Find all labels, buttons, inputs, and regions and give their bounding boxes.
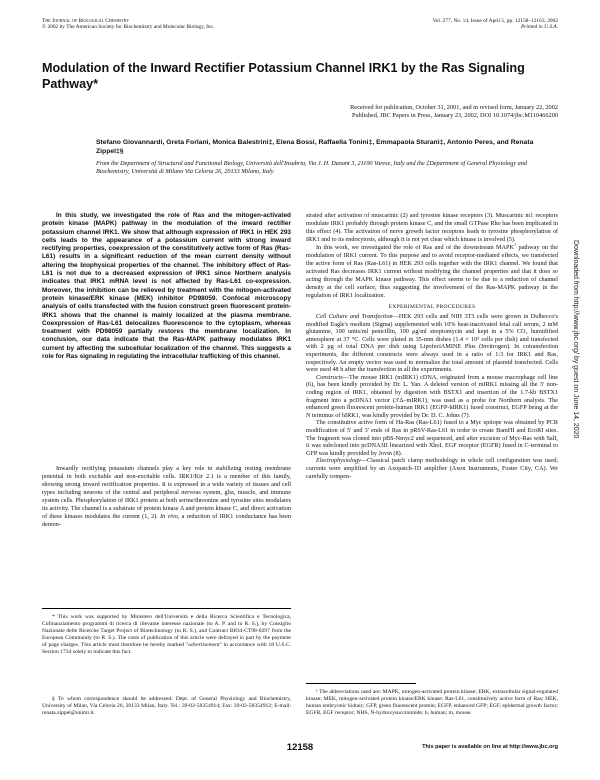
cell-culture-text: —HEK 293 cells and NIH 3T3 cells were grown in Dulbecco's modified Eagle's medium (Sigma) supplemented with 10% heat-inactivated fetal calf serum, 2 mM glutamine, 100 units/ml penicillin, 100 μg/ml streptomycin and kept in a 5% CO₂ humidified atmosphere at 37 °C. Cells were plated in 35-mm dishes (1.4 × 10⁵ cells per dish) and transfected with 2 μg of total DNA per dish using LipofectAMINE Plus (Invitrogen). In cotransfection experiments, the different constructs were always used in a ratio of 1:3 for IRK1 and Ras, respectively. An empty vector was used to normalize the total amount of plasmid transfected. Cells were used 48 h after the transfection in all the experiments. [306,313,558,374]
published-date: Published, JBC Papers in Press, January 23, 2002, DOI 10.1074/jbc.M110466200 [352,112,558,120]
footnote-abbreviations: ¹ The abbreviations used are: MAPK, mitogen-activated protein kinase; ERK, extracellular signal-regulated kinase; MEK, mitogen-activated protein kinase/ERK kinase; Ras-L61, constitutively active form of Ras; HEK, human embryonic kidney; GFP, green fluorescent protein; EGFP, enhanced GFP; EGF, epidermal growth factor; EGFR, EGF receptor; NHS, N-hydroxysuccinimide; h, human; m, mouse. [306,689,558,717]
affiliations: From the Department of Structural and Functional Biology, Università dell'Insubria, Via J. H. Dunant 3, 21100 Varese, Italy and the ‡Department of General Physiology and Biochemistry, Università di Milano Via Celoria 26, 20133 Milano, Italy [96,160,527,176]
author-list: Stefano Giovannardi, Greta Forlani, Monica Balestrini‡, Elena Bossi, Raffaella Tonini‡, Emmapaola Sturani‡, Antonio Peres, and Renata Zippel‡§ [96,139,534,155]
intro-continued: strated after activation of muscarinic (2) and tyrosine kinase receptors (3). Muscarinic m1 receptors modulate IRK1 probably through protein kinase C, and the small GTPase Rho has been implicated in this effect (4). The activation of nerve growth factor receptors leads to tyrosine phosphorylation of IRK1 and to its endocytosis, although it is not yet clear which kinase is involved (5). [306,212,558,244]
intro2-text: In this work, we investigated the role of Ras and of the downstream MAPK [316,244,514,252]
abstract: In this study, we investigated the role of Ras and the mitogen-activated protein kinase (MAPK) pathway in the modulation of the inward rectifier potassium channel IRK1. We show that although expression of IRK1 in HEK 293 cells leads to the appearance of a potassium current with strong inward rectifying properties, coexpression of the constitutively active form of Ras (Ras-L61) results in a significant reduction of the mean current density without altering the biophysical properties of the channel. The inhibitory effect of Ras-L61 is not due to a decreased expression of IRK1 since Northern analysis indicates that IRK1 mRNA level is not affected by Ras-L61 co-expression. Moreover, the inhibition can be relieved by treatment with the mitogen-activated protein kinase/ERK kinase (MEK) inhibitor PD98059. Confocal microscopy analysis of cells transfected with the fusion construct green fluorescent protein-IRK1 shows that the channel is mainly localized at the plasma membrane. Coexpression of Ras-L61 delocalizes fluorescence to the cytoplasm, whereas treatment with PD98059 partially restores the membrane localization. In conclusion, our data indicate that the Ras-MAPK pathway modulates IRK1 current by affecting the subcellular localization of the channel. This suggests a role for Ras signaling in regulating the intracellular trafficking of this channel. [42,212,291,361]
constructs-text: —The mouse IRK1 (mIRK1) cDNA, originated from a mouse macrophage cell line (6), has been kindly provided by Dr. L. Yan. A deleted version of mIRK1 missing all the 3′ non-coding region of IRK1, obtained by digestion with BSTX1 and insertion of the 1.7-kb BSTX1 fragment into a pcDNA1 vector (3′Δ–mIRK1), was used as a probe for Northern analysis. The enhanced green fluorescent protein-human IRK1 (EGFP-hIRK1) fused construct, EGFP being at the N terminus of hIRK1, was kindly provided by Dr. D. C. Johns (7). [306,373,558,419]
publication-dates [138,104,558,121]
download-sidebar: Downloaded from http://www.jbc.org/ by guest on June 14, 2020 [572,240,579,439]
introduction-left [42,465,291,529]
footnote-funding [42,614,291,656]
methods-electrophysiology [306,457,558,480]
received-date: Received for publication, October 31, 2001, and in revised form, January 22, 2002 [350,104,558,111]
electrophysiology-text: —Classical patch clamp methodology in whole cell configuration was used; currents were amplified by an Axopatch-1D amplifier (Axon Instruments, Foster City, CA). We carefully compen- [306,457,558,480]
journal-header [42,18,214,31]
methods-constructs [306,374,558,420]
footnote-correspondence: § To whom correspondence should be addressed: Dept. of General Physiology and Biochemistry, University of Milan, Via Celoria 26, 20133 Milan, Italy. Tel.: 39-02-58354914; Fax: 39-02-58354912; E-mail: renata.zippel@unimi.it. [42,696,291,717]
footnote-funding-end: " in accordance with 18 U.S.C. Section 1734 solely to indicate this fact. [42,642,291,656]
intro-text: Inwardly rectifying potassium channels play a key role in stabilizing resting membrane potential in both excitable and non-excitable cells. IRK1/Kir 2.1 is a member of this family, showing strong inward rectification properties. It is expressed in a wide variety of tissues and cell types including neurons of the central and peripheral nervous system, glia, muscle, and immune system cells. Phosphorylation of IRK1 protein at both serine/threonine and tyrosine sites modulates its activity. The channel is a substrate of protein kinase A and protein kinase C, and direct activation of these kinases modulates the current (1, 2). [42,465,291,521]
footer-url: This paper is available on line at http://www.jbc.org [422,744,558,750]
article-title: Modulation of the Inward Rectifier Potassium Channel IRK1 by the Ras Signaling Pathway* [42,61,525,91]
printed-in: Printed in U.S.A. [521,24,558,31]
footnote-divider-left [42,608,291,609]
section-heading: EXPERIMENTAL PROCEDURES [388,303,476,310]
electrophysiology-heading: Electrophysiology [316,457,361,465]
methods-constructs-2: The constitutive active form of Ha-Ras (Ras-L61) fused to a Myc epitope was obtained by PCR modification of 5′ and 3′ ends of Ras in pRSV-Ras-L61 in order to create BamHI and EcoRI sites. The fragment was cloned into pBS-Nmyc2 and sequenced, and after excision of Myc-Ras with SalI, it was subcloned into pcDNA3II linearized with XhoI. EGF receptor (EGFR) fused in C-terminal to GFP was kindly provided by Jovin (8). [306,419,558,457]
footnote-ref-1: 1 [513,242,517,248]
constructs-heading: Constructs [316,373,343,381]
intro-text-end: , a reduction of IRK1 conductance has been demon- [42,513,291,529]
cell-culture-heading: Cell Culture and Transfection [316,313,393,321]
footnote-funding-italic: advertisement [188,642,220,649]
issue-header [432,18,558,31]
methods-cell-culture [306,313,558,374]
intro-paragraph-2 [306,244,558,300]
copyright-line: © 2002 by The American Society for Biochemistry and Molecular Biology, Inc. [42,24,215,31]
right-column [306,212,558,480]
intro-italic: In vivo [160,513,178,521]
page-number: 12158 [286,742,314,753]
volume-issue: Vol. 277, No. 14, Issue of April 5, pp. 12158–12163, 2002 [432,18,558,24]
footnote-divider-right [306,683,416,684]
intro2-text-end: pathway on the modulation of IRK1 current. To this purpose and to avoid receptor-mediated effects, we transfected the active form of Ras (Ras-L61) in HEK 293 cells together with the IRK1 channel. We found that activated Ras decreases IRK1 current without modifying the channel properties and that it does so acting through the MAPK kinase pathway. This effect seems to be due to a reduction of channel density at the cell surface, thus suggesting the involvement of the Ras-MAPK pathway in the regulation of IRK1 localization. [306,244,558,300]
journal-name: The Journal of Biological Chemistry [42,18,130,24]
footnote-funding-text: * This work was supported by Ministero dell'Università e della Ricerca Scientifica e Tecnologica, Cofinanziamento programmi di ricerca di rilevante interesse nazionale (to A. P. and to R. S.), by Consiglio Nazionale delle Ricerche Target Project of Biotechnology (to R. S.), and Contract BIO4-CT98-0297 from the European Community (to R. S.). The costs of publication of this article were defrayed in part by the payment of page charges. This article must therefore be hereby marked " [42,614,291,649]
